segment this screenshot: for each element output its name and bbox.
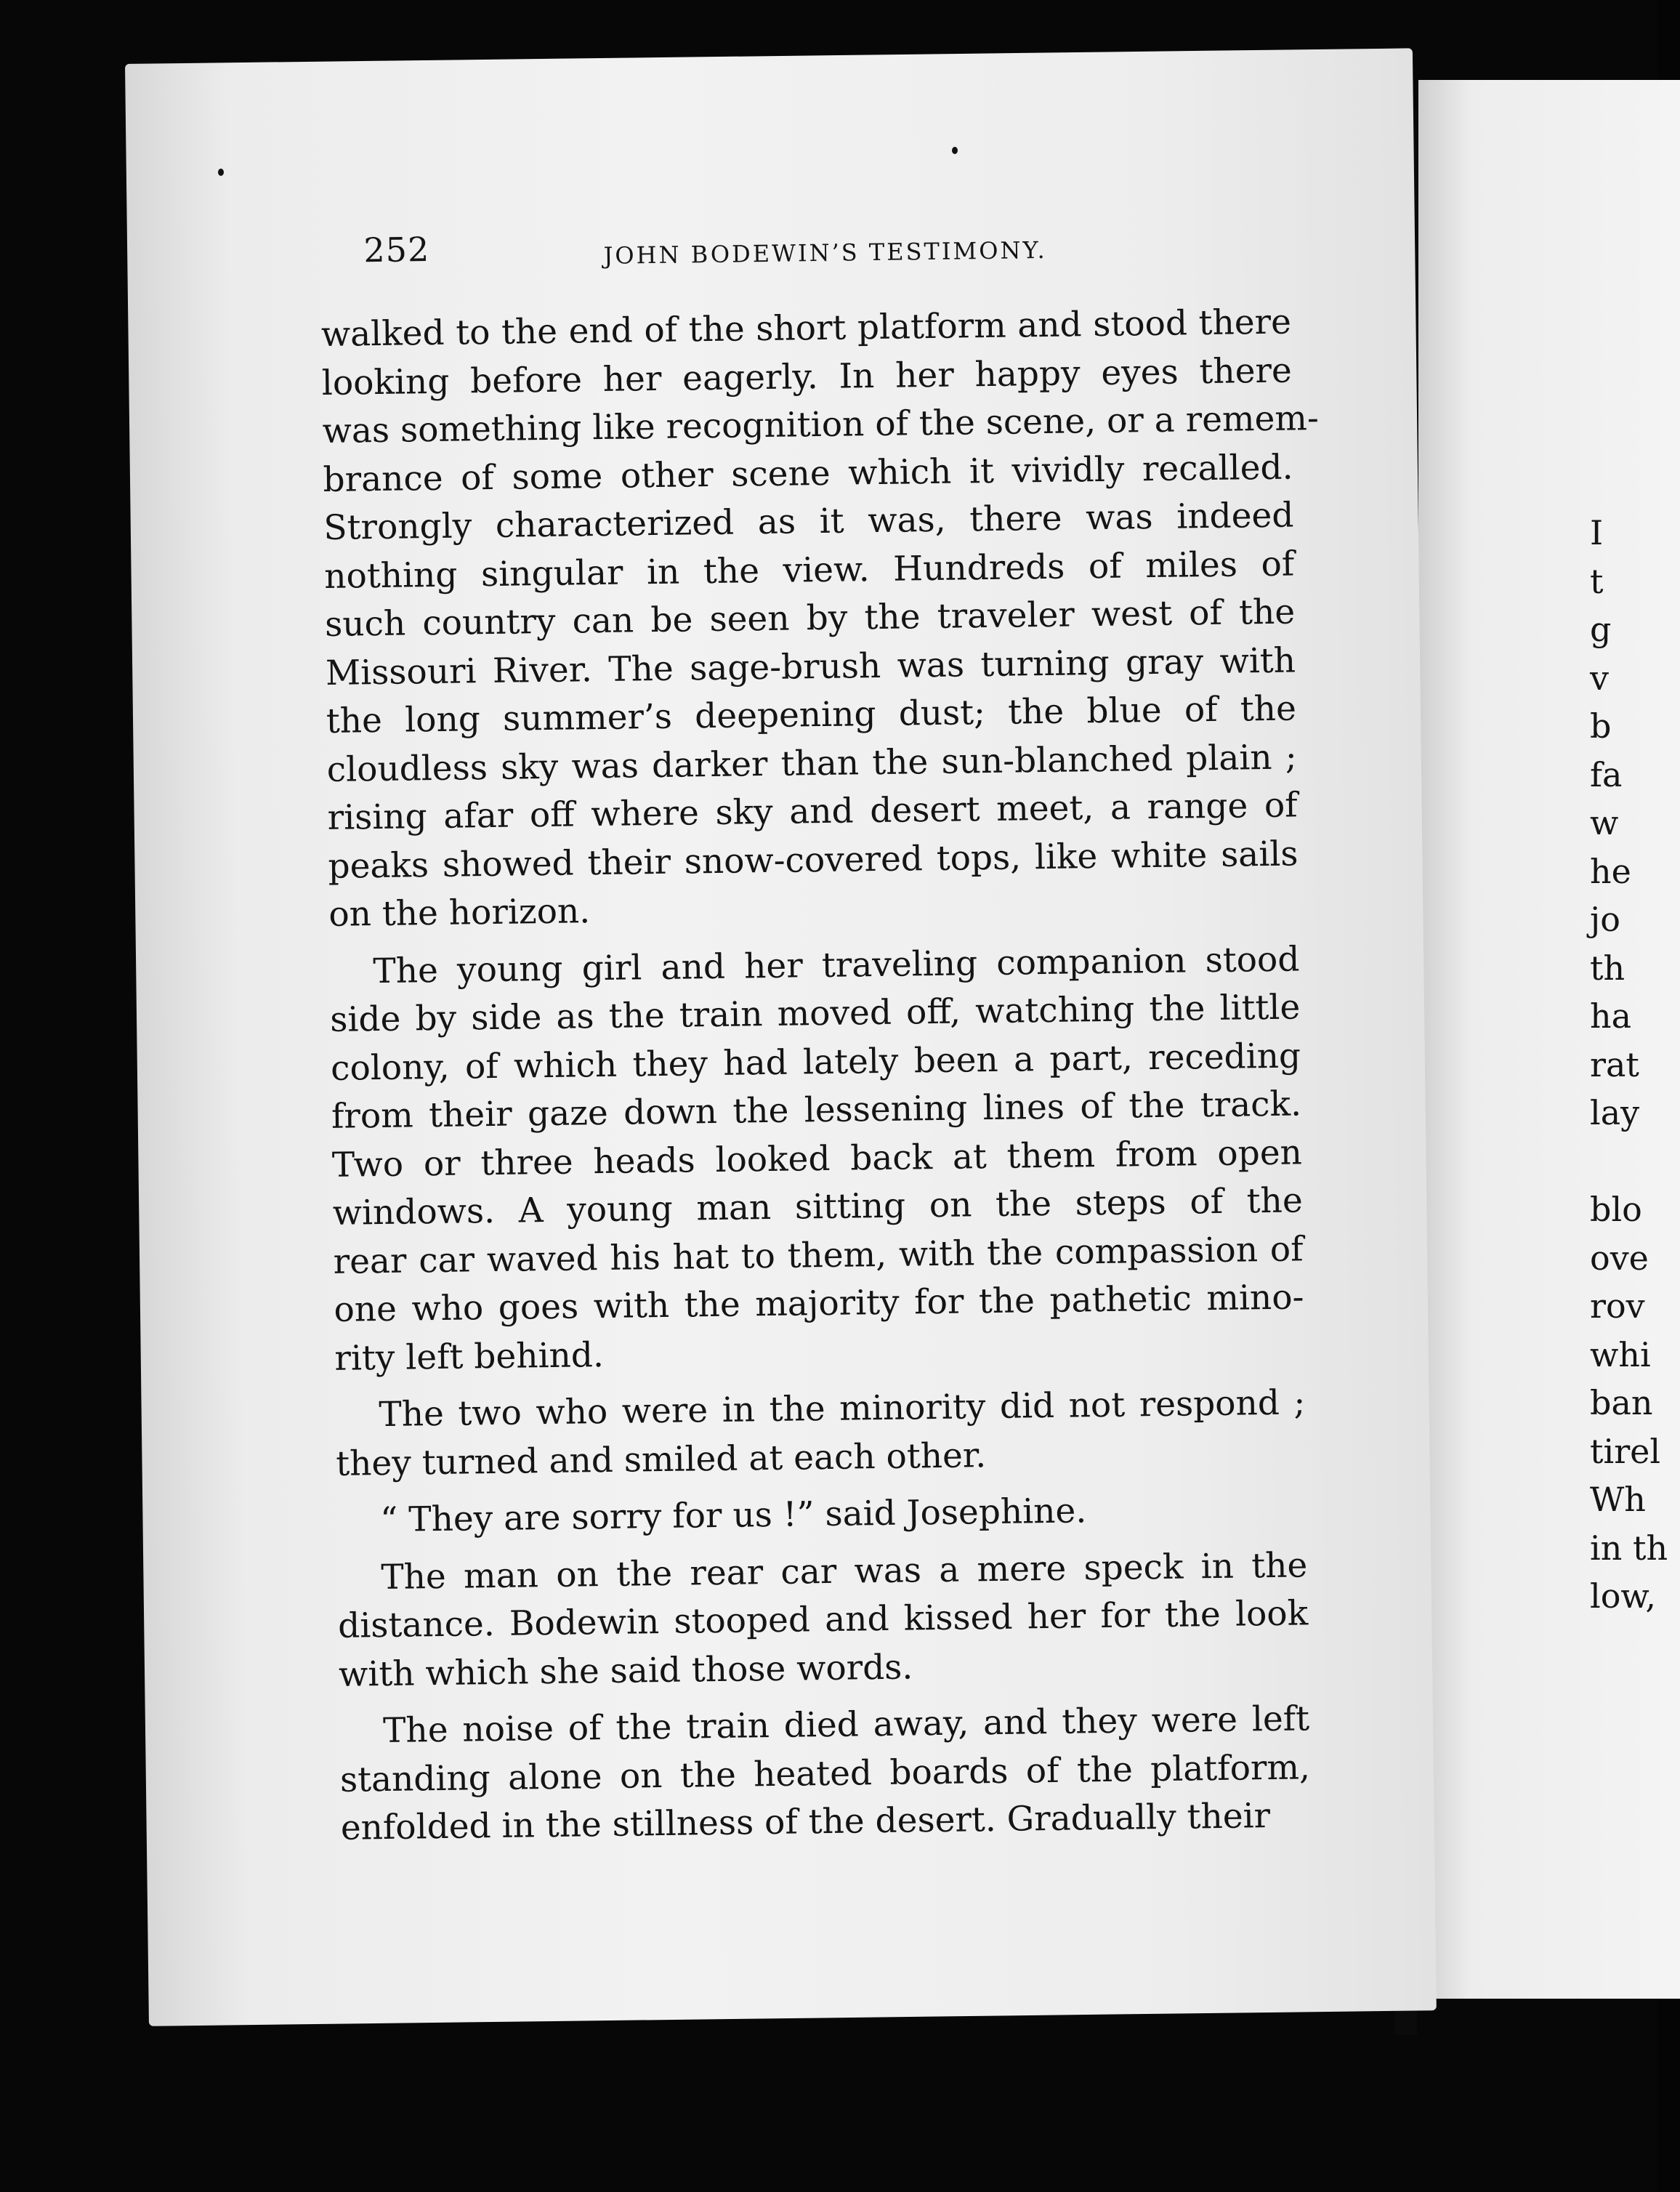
- text-line: walked to the end of the short platform and stood there: [320, 302, 1292, 355]
- text-line: windows. A young man sitting on the steps of the: [332, 1180, 1304, 1233]
- text-line: nothing singular in the view. Hundreds of miles of: [323, 543, 1295, 597]
- facing-page-fragment: ban: [1590, 1383, 1653, 1422]
- facing-page-fragment: lay: [1590, 1093, 1640, 1132]
- text-line: The young girl and her traveling companion stood: [373, 938, 1300, 991]
- text-line: rity left behind.: [334, 1334, 605, 1379]
- text-line: “ They are sorry for us !” said Josephine.: [379, 1491, 1087, 1541]
- paragraph: [329, 935, 1305, 1383]
- text-line: rear car waved his hat to them, with the compassion of: [333, 1228, 1304, 1282]
- text-line: with which she said those words.: [338, 1646, 913, 1695]
- facing-page-fragment: low,: [1590, 1576, 1656, 1616]
- text-line: Missouri River. The sage-brush was turning gray with: [325, 640, 1296, 693]
- text-line: from their gaze down the lessening lines of the track.: [331, 1084, 1302, 1137]
- facing-page-fragment: [1590, 1137, 1668, 1186]
- facing-page-fragment: ha: [1590, 996, 1632, 1036]
- text-line: such country can be seen by the traveler west of the: [324, 592, 1296, 645]
- text-line: brance of some other scene which it vividly recalled.: [323, 446, 1293, 500]
- text-line: side by side as the train moved off, watching the little: [329, 987, 1301, 1040]
- paragraph: [339, 1695, 1311, 1853]
- facing-page-fragment: blo: [1590, 1190, 1642, 1229]
- text-line: rising afar off where sky and desert meet, a range of: [327, 785, 1298, 838]
- text-line: The noise of the train died away, and they were left: [382, 1699, 1310, 1752]
- facing-page-fragment: b: [1590, 706, 1612, 746]
- facing-page-fragment: rov: [1590, 1286, 1645, 1326]
- facing-page-fragment: g: [1590, 610, 1612, 649]
- text-line: on the horizon.: [328, 891, 591, 935]
- facing-page-fragment: fa: [1590, 754, 1623, 794]
- facing-page-fragment: v: [1590, 658, 1609, 698]
- text-line: one who goes with the majority for the pathetic mino-: [334, 1277, 1304, 1330]
- facing-page-fragment: I: [1590, 513, 1604, 552]
- text-line: the long summer’s deepening dust; the blue of the: [326, 688, 1297, 741]
- paragraph: [320, 299, 1320, 940]
- facing-page-fragment: in th: [1590, 1528, 1668, 1568]
- page-number: 252: [363, 230, 430, 270]
- text-line: The two who were in the minority did not respond ;: [379, 1382, 1306, 1435]
- paragraph: [335, 1379, 1307, 1488]
- text-line: they turned and smiled at each other.: [335, 1435, 987, 1484]
- text-line: standing alone on the heated boards of the platform,: [339, 1746, 1311, 1800]
- facing-page-fragment: Wh: [1590, 1480, 1646, 1519]
- speck-mark: [952, 147, 958, 154]
- facing-page-text: [1590, 509, 1668, 1621]
- text-line: enfolded in the stillness of the desert. Gradually their: [340, 1796, 1271, 1848]
- text-line: Two or three heads looked back at them from open: [331, 1132, 1303, 1185]
- text-line: Strongly characterized as it was, there was indeed: [323, 495, 1294, 548]
- facing-page-fragment: t: [1590, 561, 1604, 601]
- text-line: The man on the rear car was a mere speck in the: [380, 1544, 1308, 1597]
- running-head: [320, 213, 1291, 283]
- running-title: JOHN BODEWIN’S TESTIMONY.: [603, 235, 1047, 270]
- facing-page-fragment: whi: [1590, 1334, 1651, 1374]
- text-line: peaks showed their snow-covered tops, like white sails: [328, 833, 1299, 887]
- speck-mark: [218, 169, 224, 176]
- text-line: cloudless sky was darker than the sun-blanched plain ;: [326, 736, 1298, 790]
- text-line: distance. Bodewin stooped and kissed her for the look: [337, 1593, 1309, 1646]
- text-line: was something like recognition of the scene, or a remem-: [322, 398, 1320, 451]
- facing-page-fragment: ove: [1590, 1238, 1649, 1278]
- text-line: looking before her eagerly. In her happy eyes there: [321, 350, 1293, 403]
- text-line: colony, of which they had lately been a part, receding: [330, 1035, 1301, 1089]
- body-text: [320, 299, 1320, 1853]
- page-text: [320, 213, 1320, 1853]
- facing-page-fragment: he: [1590, 851, 1631, 891]
- facing-page-fragment: rat: [1590, 1044, 1639, 1084]
- facing-page-fragment: jo: [1590, 900, 1620, 939]
- facing-page-fragment: th: [1590, 948, 1626, 988]
- paragraph: [337, 1542, 1309, 1699]
- facing-page-fragment: w: [1590, 803, 1619, 842]
- facing-page-fragment: tirel: [1590, 1431, 1661, 1471]
